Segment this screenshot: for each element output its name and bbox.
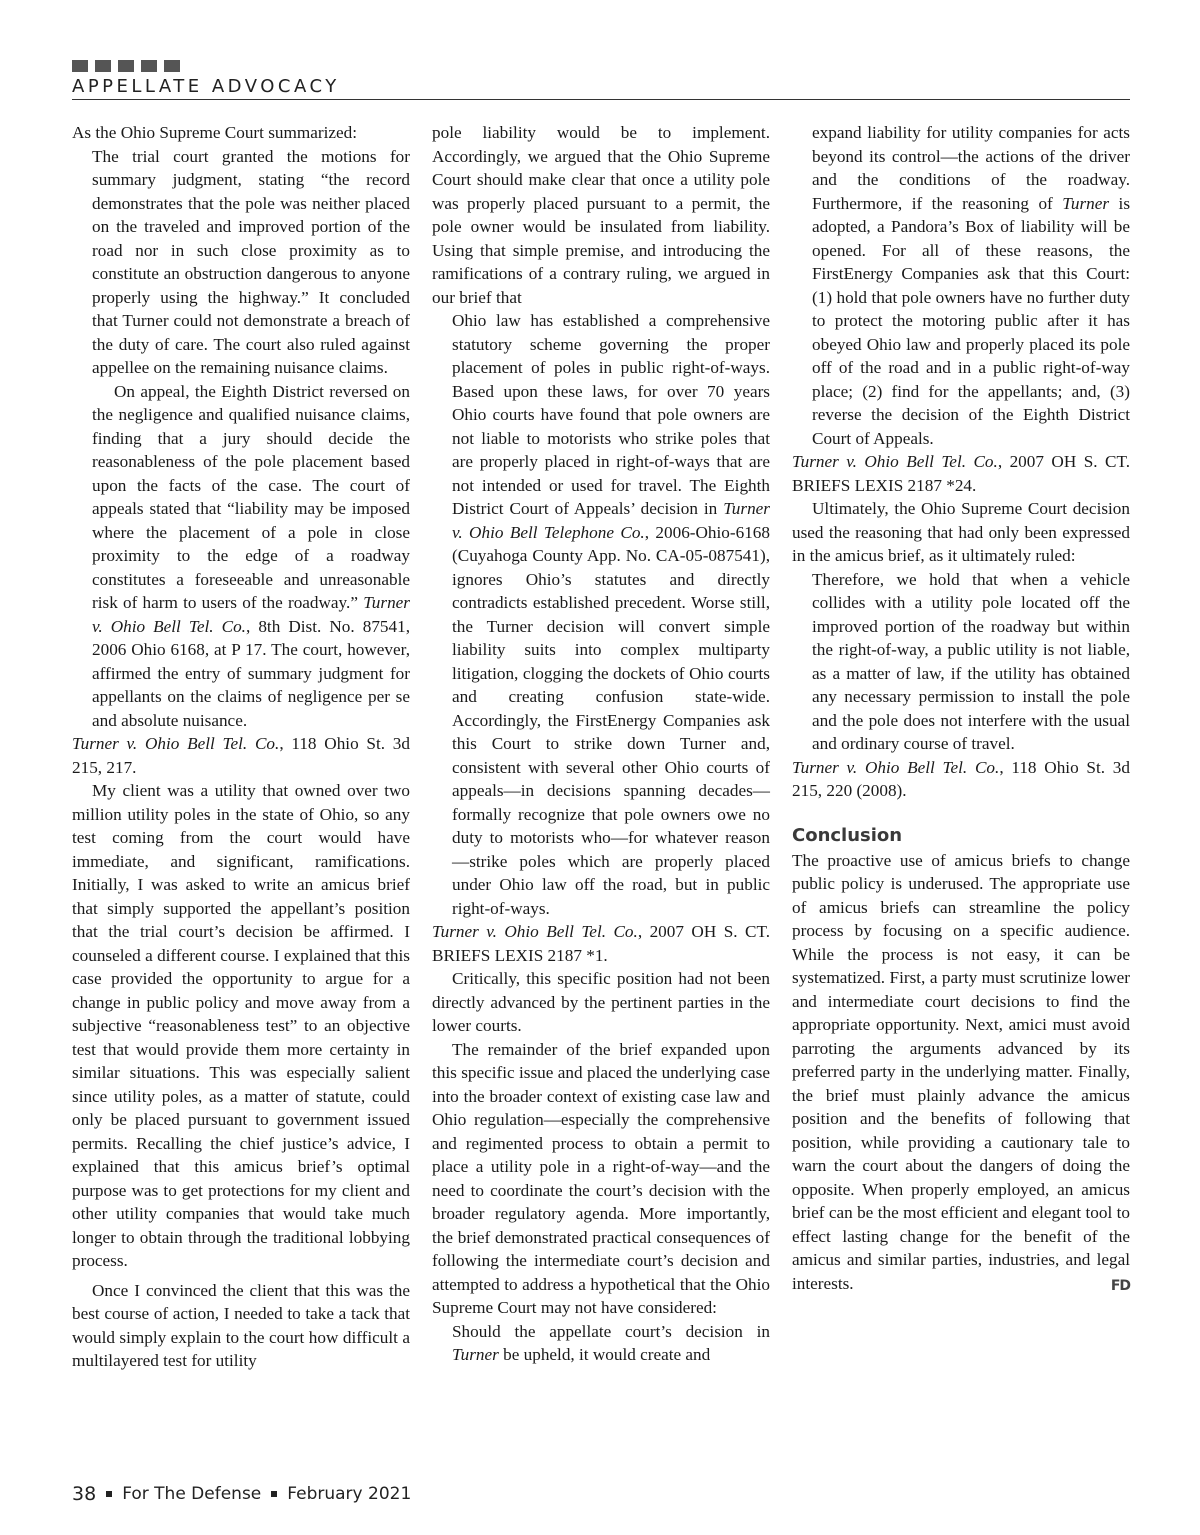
case-name: Turner v. Ohio Bell Tel. Co. xyxy=(792,757,1000,777)
citation-text: , 118 Ohio St. 3d 215, 220 (2008). xyxy=(792,757,1130,800)
header-square xyxy=(118,60,134,72)
case-name: Turner v. Ohio Bell Tel. Co. xyxy=(432,922,638,941)
quote-text: On appeal, the Eighth District reversed on the negligence and qualified nuisance claims, finding that a jury should decide the reasonableness of the pole placement based upon the facts of the case. The court of appeals stated that “liability may be imposed where the placement of a pole in close proximity to the edge of a roadway constitutes a foreseeable and unreasonable risk of harm to users of the roadway.” xyxy=(92,381,410,612)
publication-name: For The Defense xyxy=(122,1484,262,1504)
header-squares xyxy=(72,60,180,72)
case-name: Turner xyxy=(452,1345,499,1364)
block-quote xyxy=(812,121,1130,450)
page-footer xyxy=(72,1483,411,1505)
section-title: APPELLATE ADVOCACY xyxy=(72,76,340,97)
paragraph: My client was a utility that owned over two million utility poles in the state of Ohio, so any test coming from the court would have immediate, and significant, ramifications. Initially, I was asked to write an amicus brief that simply supported the appellant’s position that the trial court’s decision be affirmed. I counseled a different course. I explained that this case provided the opportunity to argue for a change in public policy and move away from a subjective “reasonableness test” to an objective test that would provide them more certainty in similar situations. This was especially salient since utility poles, as a matter of statute, could only be placed pursuant to government issued permits. Recalling the chief justice’s advice, I explained that this amicus brief’s optimal purpose was to get protections for my client and other utility companies that would take much longer to obtain through the traditional lobbying process. xyxy=(72,781,410,1270)
quote-text: be upheld, it would create and xyxy=(498,1345,711,1364)
header-square xyxy=(72,60,88,72)
quote-paragraph xyxy=(452,309,770,920)
bullet-square-icon xyxy=(271,1491,277,1497)
bullet-square-icon xyxy=(106,1491,112,1497)
section-heading: Conclusion xyxy=(792,824,903,846)
header-square xyxy=(141,60,157,72)
column-2 xyxy=(432,121,770,1367)
issue-date: February 2021 xyxy=(287,1484,412,1504)
page-number: 38 xyxy=(72,1483,97,1505)
block-quote xyxy=(452,309,770,920)
column-3 xyxy=(792,121,1130,1298)
conclusion-text: The proactive use of amicus briefs to change public policy is underused. The appropriate use of amicus briefs can streamline the policy process by focusing on a specific audience. While the process is not easy, it can be systematized. First, a party must scrutinize lower and intermediate court decisions to find the appropriate opportunity. Next, amici must avoid parroting the arguments advanced by its preferred party in the underlying matter. Finally, the brief must plainly advance the amicus position and the benefits of following that position, while providing a cautionary tale to warn the court about the dangers of doing the opposite. When properly employed, an amicus brief can be the most efficient and elegant tool to effect lasting change for the benefit of the amicus and similar parties, industries, and legal interests. xyxy=(792,850,1130,1293)
case-name: Turner v. Ohio Bell Tel. Co. xyxy=(792,452,998,471)
paragraph xyxy=(792,849,1130,1296)
citation xyxy=(792,756,1130,803)
block-quote xyxy=(452,1320,770,1367)
citation-text: , 2007 OH S. CT. BRIEFS LEXIS 2187 *1. xyxy=(432,922,770,965)
quote-text: , 8th Dist. No. 87541, 2006 Ohio 6168, at P 17. The court, however, affirmed the entry of summary judgment for appellants on the claims of negligence per se and absolute nuisance. xyxy=(92,616,410,730)
citation xyxy=(72,732,410,779)
case-name: Turner xyxy=(1062,193,1110,213)
citation xyxy=(432,920,770,967)
quote-paragraph xyxy=(452,1320,770,1367)
paragraph: Critically, this specific position had not been directly advanced by the pertinent parties in the lower courts. xyxy=(432,969,770,1035)
case-name: Turner v. Ohio Bell Tel. Co. xyxy=(92,593,410,636)
header-rule xyxy=(72,99,1130,100)
paragraph: Ultimately, the Ohio Supreme Court decision used the reasoning that had only been expressed in the amicus brief, as it ultimately ruled: xyxy=(792,499,1130,565)
header-square xyxy=(95,60,111,72)
quote-text: , 2006-Ohio-6168 (Cuyahoga County App. No. CA-05-087541), ignores Ohio’s statutes and directly contradicts established precedent. Worse still, the Turner decision will convert simple liability suits into complex multiparty litigation, clogging the dockets of Ohio courts and creating confusion state-wide. Accordingly, the FirstEnergy Companies ask this Court to strike down Turner and, consistent with several other Ohio courts of appeals—in decisions spanning decades—formally recognize that pole owners owe no duty to motorists who—for whatever reason—strike poles which are properly placed under Ohio law off the road, but in public right-of-ways. xyxy=(452,522,770,918)
header-square xyxy=(164,60,180,72)
quote-text: Ohio law has established a comprehensive statutory scheme governing the proper placement of poles in public right-of-ways. Based upon these laws, for over 70 years Ohio courts have found that pole owners are not liable to motorists who strike poles that are properly placed in right-of-ways that are not intended or used for travel. The Eighth District Court of Appeals’ decision in xyxy=(452,311,770,518)
quote-paragraph xyxy=(812,121,1130,450)
quote-paragraph: Therefore, we hold that when a vehicle collides with a utility pole located off the improved portion of the roadway but within the right-of-way, a public utility is not liable, as a matter of law, if the utility has obtained any necessary permission to install the pole and the pole does not interfere with the usual and ordinary course of travel. xyxy=(812,569,1130,753)
citation xyxy=(792,450,1130,497)
block-quote xyxy=(812,568,1130,756)
end-mark-icon: FD xyxy=(1110,1277,1130,1294)
quote-text: Should the appellate court’s decision in xyxy=(452,1321,770,1341)
case-name: Turner v. Ohio Bell Tel. Co. xyxy=(72,734,280,753)
block-quote xyxy=(92,145,410,733)
citation-text: , 2007 OH S. CT. BRIEFS LEXIS 2187 *24. xyxy=(792,452,1130,495)
column-1 xyxy=(72,121,410,1373)
paragraph: Once I convinced the client that this was the best course of action, I needed to take a tack that would simply explain to the court how difficult a multilayered test for utility xyxy=(72,1280,410,1370)
case-name: Turner v. Ohio Bell Telephone Co. xyxy=(452,499,770,542)
quote-paragraph xyxy=(92,380,410,733)
quote-paragraph: The trial court granted the motions for summary judgment, stating “the record demonstrates that the pole was neither placed on the traveled and improved portion of the road nor in such close proximity as to constitute an obstruction dangerous to anyone properly using the highway.” It concluded that Turner could not demonstrate a breach of the duty of care. The court also ruled against appellee on the remaining nuisance claims. xyxy=(92,146,410,377)
paragraph: The remainder of the brief expanded upon this specific issue and placed the underlying case into the broader context of existing case law and Ohio regulation—especially the comprehensive and regimented process to obtain a permit to place a utility pole in a right-of-way—and the need to coordinate the court’s decision with the broader regulatory agenda. More importantly, the brief demonstrated practical consequences of following the intermediate court’s decision and attempted to address a hypothetical that the Ohio Supreme Court may not have considered: xyxy=(432,1039,770,1317)
paragraph: As the Ohio Supreme Court summarized: xyxy=(72,123,357,142)
paragraph: pole liability would be to implement. Accordingly, we argued that the Ohio Supreme Court should make clear that once a utility pole was properly placed pursuant to a permit, the pole owner would be insulated from liability. Using that simple premise, and introducing the ramifications of a contrary ruling, we argued in our brief that xyxy=(432,123,770,307)
quote-text: is adopted, a Pandora’s Box of liability will be opened. For all of these reasons, the FirstEnergy Companies ask that this Court: (1) hold that pole owners have no further duty to protect the motoring public after it has obeyed Ohio law and properly placed its pole off of the road and in a public right-of-way place; (2) find for the appellants; and, (3) reverse the decision of the Eighth District Court of Appeals. xyxy=(812,193,1131,448)
citation-text: , 118 Ohio St. 3d 215, 217. xyxy=(72,734,410,777)
quote-text: expand liability for utility companies for acts beyond its control—the actions of the driver and the conditions of the roadway. Furthermore, if the reasoning of xyxy=(812,123,1130,213)
